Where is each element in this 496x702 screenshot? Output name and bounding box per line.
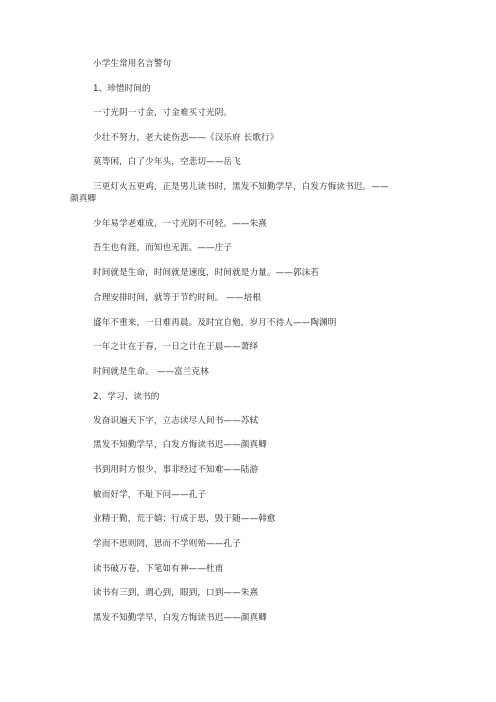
quote-line: 吾生也有涯，而知也无涯。——庄子 xyxy=(93,243,233,254)
quote-line-first-part: 三更灯火五更鸡，正是男儿读书时，黑发不知勤学早，白发方悔读书迟。—— xyxy=(93,182,389,193)
quote-line: 莫等闲，白了少年头，空悲切——岳飞 xyxy=(93,157,241,168)
section-heading-time: 1、珍惜时间的 xyxy=(93,84,151,94)
quote-line: 一年之计在于春，一日之计在于晨——萧绎 xyxy=(93,342,259,353)
quote-line: 业精于勤，荒于嬉；行成于思，毁于随——韩愈 xyxy=(93,514,276,525)
quote-line: 发奋识遍天下字，立志读尽人间书——苏轼 xyxy=(93,415,259,426)
document-title: 小学生常用名言警句 xyxy=(93,59,172,69)
quote-line: 黑发不知勤学早，白发方悔读书迟——颜真卿 xyxy=(93,613,267,624)
quote-line: 时间就是生命。 ——富兰克林 xyxy=(93,366,209,377)
quote-line: 合理安排时间，就等于节约时间。 ——培根 xyxy=(93,292,262,303)
quote-line: 读书有三到，谓心到，眼到，口到——朱熹 xyxy=(93,588,259,599)
section-heading-study: 2、学习、读书的 xyxy=(93,391,160,402)
quote-line: 书到用时方恨少，事非经过不知难——陆游 xyxy=(93,464,259,475)
quote-line: 时间就是生命，时间就是速度，时间就是力量。——郭沫若 xyxy=(93,268,320,279)
quote-line: 读书破万卷，下笔如有神——杜甫 xyxy=(93,563,224,574)
quote-line: 学而不思则罔，思而不学则殆——孔子 xyxy=(93,539,241,549)
quote-line: 黑发不知勤学早，白发方悔读书迟——颜真卿 xyxy=(93,440,267,451)
document-body xyxy=(70,58,423,637)
quote-line: 敏而好学，不耻下问——孔子 xyxy=(93,489,207,500)
quote-line: 少年易学老难成，一寸光阴不可轻。——朱熹 xyxy=(93,218,267,229)
quote-line: 盛年不重来，一日难再晨。及时宜自勉，岁月不待人——陶渊明 xyxy=(93,317,337,328)
quote-line-wrapped xyxy=(70,181,423,205)
quote-line: 一寸光阴一寸金，寸金难买寸光阴。 xyxy=(93,108,233,118)
quote-line-continuation: 颜真卿 xyxy=(70,194,97,205)
quote-line: 少壮不努力，老大徒伤悲——《汉乐府 长歌行》 xyxy=(93,132,279,143)
